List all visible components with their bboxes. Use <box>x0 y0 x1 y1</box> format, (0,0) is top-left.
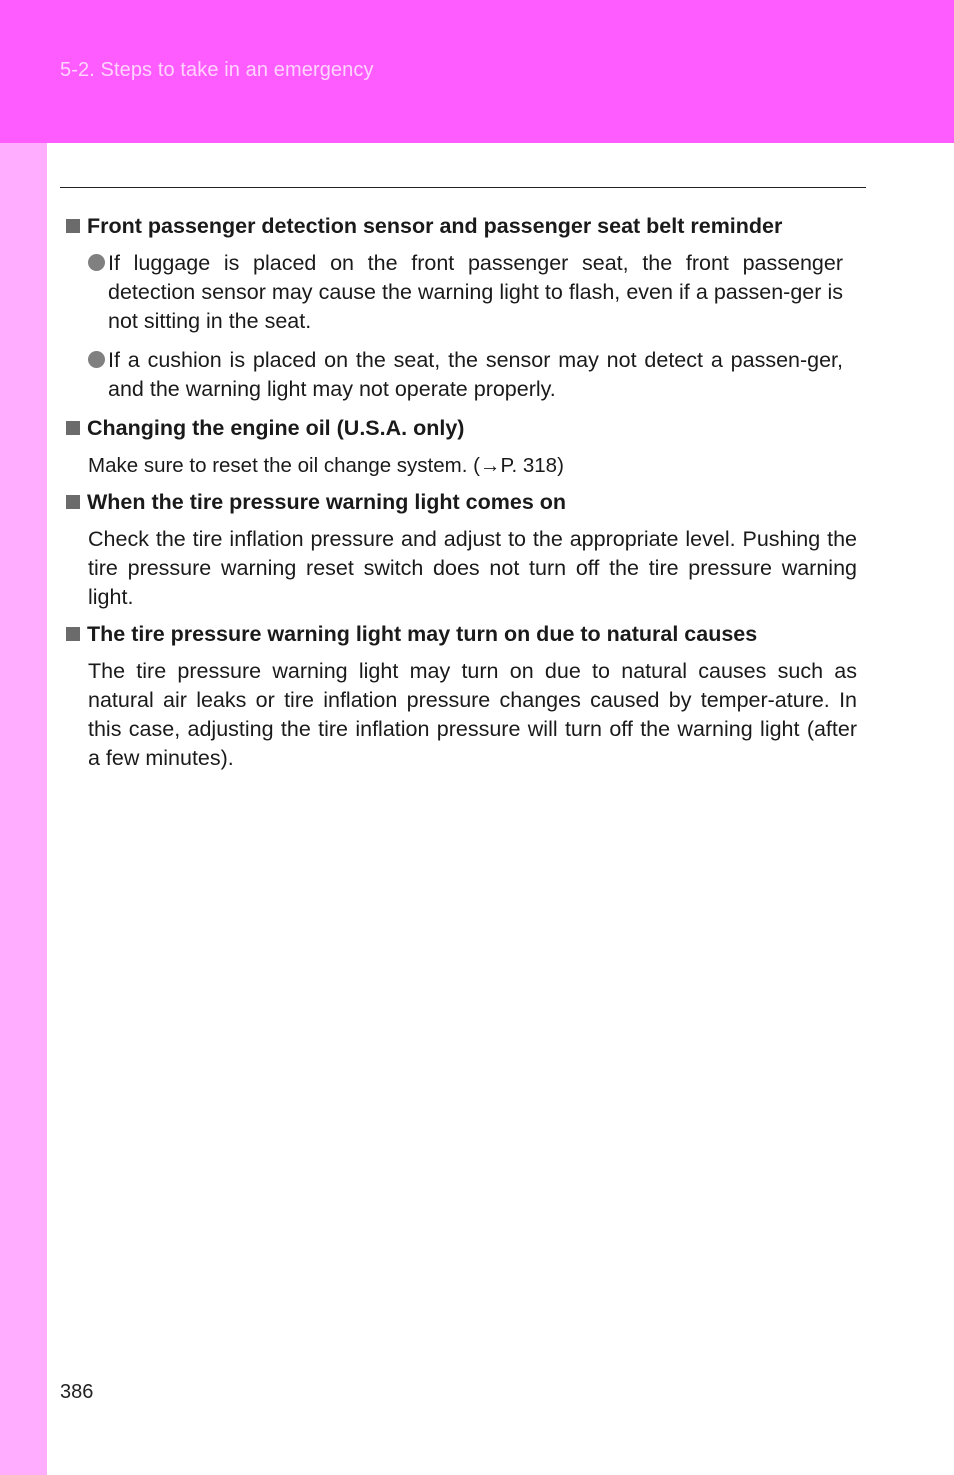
section-heading <box>66 414 858 443</box>
chapter-title: 5-2. Steps to take in an emergency <box>60 59 374 81</box>
section-text: The tire pressure warning light may turn on due to natural causes such as natural air leaks or tire inflation pressure changes caused by temper-ature. In this case, adjusting the tire inflation pressure will turn off the warning light (after a few minutes). <box>88 659 857 770</box>
section-heading <box>66 212 858 241</box>
list-item <box>88 346 843 404</box>
section-heading <box>66 488 858 517</box>
bullet-text: If luggage is placed on the front passenger seat, the front passenger detection sensor may cause the warning light to flash, even if a passen-ger is not sitting in the seat. <box>108 251 843 333</box>
divider-rule <box>60 187 866 188</box>
square-bullet-icon <box>66 219 80 233</box>
section-heading <box>66 620 858 649</box>
main-content <box>66 212 858 781</box>
list-item <box>88 249 843 336</box>
circle-bullet-icon <box>88 351 105 368</box>
square-bullet-icon <box>66 627 80 641</box>
heading-text: Front passenger detection sensor and passenger seat belt reminder <box>87 214 783 238</box>
section-text: Check the tire inflation pressure and adjust to the appropriate level. Pushing the tire pressure warning reset switch does not turn off the tire pressure warning light. <box>88 527 857 609</box>
heading-text: When the tire pressure warning light comes on <box>87 490 567 514</box>
square-bullet-icon <box>66 495 80 509</box>
page-number: 386 <box>60 1381 94 1403</box>
page-header <box>0 0 954 143</box>
heading-text: Changing the engine oil (U.S.A. only) <box>87 416 465 440</box>
square-bullet-icon <box>66 421 80 435</box>
bullet-text: If a cushion is placed on the seat, the sensor may not detect a passen-ger, and the warning light may not operate properly. <box>108 348 843 401</box>
heading-text: The tire pressure warning light may turn on due to natural causes <box>87 622 758 646</box>
circle-bullet-icon <box>88 254 105 271</box>
side-strip <box>0 143 47 1475</box>
section-text: Make sure to reset the oil change system. (→P. 318) <box>88 454 564 477</box>
